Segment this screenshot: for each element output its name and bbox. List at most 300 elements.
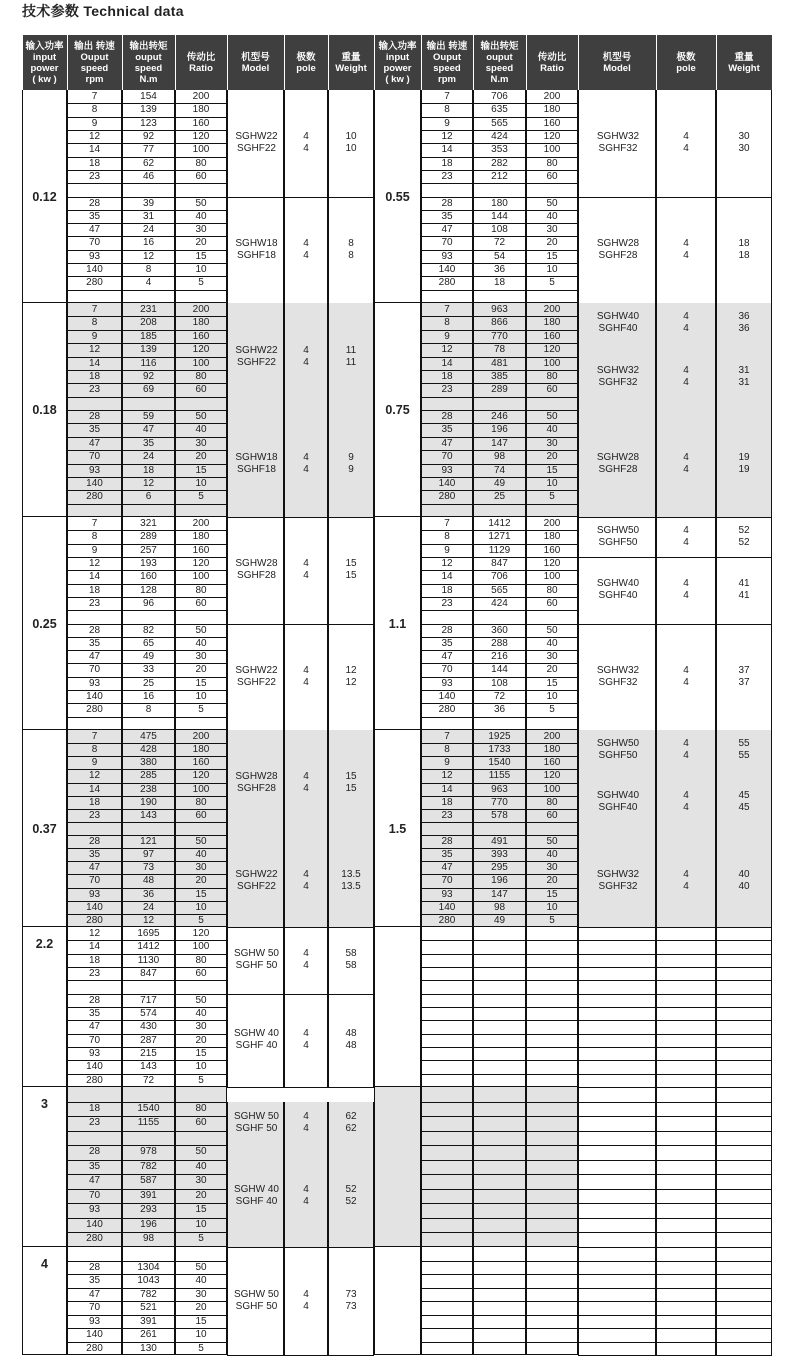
torque-value: 261 (140, 1329, 157, 1340)
ratio-value: 40 (546, 210, 558, 222)
column-header-weight (329, 35, 374, 90)
speed-value: 140 (438, 691, 456, 703)
input-power-value: 2.2 (35, 937, 54, 951)
ratio-value: 180 (543, 744, 561, 756)
ratio-value: 30 (546, 651, 558, 663)
speed-value: 93 (88, 1048, 101, 1059)
model-name: SGHW32 SGHF32 (596, 131, 640, 155)
ratio-value: 100 (192, 783, 210, 795)
ratio-value: 120 (192, 770, 210, 782)
model-name: SGHW18 SGHF18 (235, 451, 278, 475)
model-name: SGHW 40 SGHF 40 (233, 1184, 279, 1208)
model-name: SGHW40 SGHF40 (596, 790, 640, 814)
torque-value: 123 (140, 117, 157, 129)
column-header-power (23, 35, 67, 90)
torque-value: 285 (140, 770, 157, 782)
header-cn-label: 输出 转速 (74, 40, 115, 52)
row-divider (578, 1060, 772, 1061)
column-header-pole (285, 35, 328, 90)
ratio-value: 20 (546, 451, 558, 463)
speed-value: 35 (88, 1008, 101, 1019)
row-divider (578, 1342, 772, 1343)
ratio-value: 60 (195, 1117, 207, 1129)
ratio-value: 10 (195, 901, 207, 913)
model-group-cell (578, 1087, 656, 1248)
speed-value: 14 (88, 144, 101, 156)
ratio-value: 160 (192, 757, 210, 769)
ratio-value: 100 (192, 941, 210, 953)
power-cell (374, 1247, 421, 1355)
header-en-label: ouput (486, 51, 513, 63)
torque-value: 521 (140, 1302, 157, 1313)
ratio-value: 40 (195, 424, 207, 436)
torque-value: 54 (493, 250, 506, 262)
weight-value: 12 12 (345, 664, 357, 688)
speed-value: 140 (86, 1329, 103, 1340)
speed-value: 140 (86, 901, 103, 913)
speed-value: 23 (88, 968, 101, 979)
row-divider (578, 1020, 772, 1021)
column-header-speed (68, 35, 122, 90)
ratio-value: 50 (195, 411, 207, 422)
speed-value: 9 (444, 117, 450, 129)
weight-value: 58 58 (345, 948, 357, 972)
row-divider (67, 397, 227, 398)
row-divider (421, 1102, 578, 1103)
model-name: SGHW22 SGHF22 (235, 664, 278, 688)
speed-value: 93 (88, 1204, 101, 1216)
speed-value: 93 (441, 677, 453, 689)
ratio-value: 10 (546, 901, 558, 913)
torque-value: 208 (140, 317, 157, 329)
torque-value: 1129 (488, 544, 511, 556)
ratio-value: 10 (195, 1061, 207, 1073)
model-name: SGHW 50 SGHF 50 (233, 1111, 279, 1135)
ratio-value: 120 (192, 344, 210, 356)
weight-value: 15 15 (345, 770, 357, 794)
pole-count: 4 4 (303, 664, 309, 688)
row-divider (421, 1116, 578, 1117)
speed-value: 93 (441, 250, 453, 262)
row-divider (421, 1145, 578, 1146)
speed-value: 9 (444, 757, 450, 769)
torque-value: 97 (142, 849, 155, 861)
torque-value: 4 (145, 277, 152, 289)
header-en-label: pole (296, 62, 316, 74)
torque-value: 8 (145, 264, 152, 276)
ratio-value: 100 (192, 357, 210, 369)
weight-value: 55 55 (738, 737, 750, 761)
ratio-value: 80 (195, 796, 207, 808)
torque-value: 1043 (137, 1275, 160, 1286)
row-divider (421, 1232, 578, 1233)
ratio-value: 80 (195, 954, 207, 966)
ratio-value: 5 (198, 1074, 204, 1086)
power-cell (22, 1087, 67, 1247)
row-divider (578, 1116, 772, 1117)
torque-value: 143 (140, 809, 157, 821)
torque-value: 147 (491, 437, 508, 449)
torque-value: 717 (140, 994, 157, 1006)
ratio-value: 10 (546, 264, 558, 276)
ratio-value: 5 (198, 1233, 204, 1245)
speed-value: 9 (444, 544, 450, 556)
torque-value: 424 (491, 597, 508, 609)
torque-value: 35 (142, 437, 155, 449)
row-divider (421, 1218, 578, 1219)
row-divider (67, 980, 227, 981)
ratio-value: 30 (195, 437, 207, 449)
ratio-value: 120 (543, 770, 561, 782)
speed-value: 280 (86, 277, 103, 289)
speed-value: 47 (441, 651, 453, 663)
model-name: SGHW18 SGHF18 (235, 237, 278, 261)
header-en-label: N.m (139, 73, 158, 85)
ratio-value: 60 (546, 809, 558, 821)
ratio-value: 80 (195, 157, 207, 169)
ratio-value: 100 (543, 357, 561, 369)
ratio-value: 120 (192, 130, 210, 142)
ratio-value: 10 (546, 477, 558, 489)
ratio-value: 15 (195, 888, 207, 900)
speed-value: 140 (86, 1218, 103, 1230)
torque-value: 96 (142, 597, 155, 609)
header-en-label: speed (80, 62, 109, 74)
model-name: SGHW28 SGHF28 (235, 770, 278, 794)
speed-value: 35 (88, 1275, 101, 1286)
row-divider (578, 1034, 772, 1035)
ratio-value: 40 (195, 1160, 207, 1172)
row-divider (578, 1218, 772, 1219)
ratio-value: 20 (195, 875, 207, 887)
weight-value: 31 31 (738, 364, 750, 388)
ratio-value: 30 (195, 1021, 207, 1033)
row-divider (421, 1203, 578, 1204)
torque-value: 121 (140, 836, 157, 848)
speed-value: 23 (441, 809, 453, 821)
header-en-label: speed (134, 62, 163, 74)
ratio-value: 10 (195, 264, 207, 276)
speed-value: 14 (441, 783, 453, 795)
header-en-label: N.m (490, 73, 509, 85)
ratio-value: 10 (195, 477, 207, 489)
pole-count: 4 4 (683, 664, 689, 688)
ratio-value: 15 (546, 464, 558, 476)
speed-value: 47 (88, 1021, 101, 1033)
torque-value: 98 (493, 451, 506, 463)
speed-value: 8 (444, 317, 450, 329)
column-header-speed (422, 35, 473, 90)
ratio-value: 40 (195, 1275, 207, 1286)
torque-value: 39 (142, 197, 155, 209)
torque-value: 24 (142, 224, 155, 236)
ratio-value: 60 (195, 170, 207, 182)
header-en-label: ( kw ) (32, 73, 57, 85)
speed-value: 18 (88, 954, 101, 966)
model-name: SGHW28 SGHF28 (596, 237, 640, 261)
torque-value: 46 (142, 170, 155, 182)
row-divider (421, 1328, 578, 1329)
row-divider (578, 1203, 772, 1204)
torque-value: 128 (140, 584, 157, 596)
model-name: SGHW32 SGHF32 (596, 869, 640, 893)
input-power-value: 4 (41, 1257, 48, 1271)
ratio-value: 180 (543, 317, 561, 329)
model-name: SGHW40 SGHF40 (596, 311, 640, 335)
ratio-value: 120 (192, 557, 210, 569)
header-cn-label: 传动比 (186, 51, 216, 63)
ratio-value: 10 (195, 1329, 207, 1340)
speed-value: 35 (88, 210, 101, 222)
torque-value: 72 (493, 237, 506, 249)
torque-value: 31 (142, 210, 155, 222)
torque-value: 47 (142, 424, 155, 436)
torque-value: 491 (491, 836, 508, 848)
ratio-value: 5 (549, 491, 555, 503)
torque-value: 282 (491, 157, 508, 169)
torque-value: 116 (140, 357, 157, 369)
row-divider (421, 1074, 578, 1075)
speed-value: 70 (88, 451, 101, 463)
ratio-value: 20 (546, 875, 558, 887)
row-divider (421, 1020, 578, 1021)
torque-value: 770 (491, 330, 508, 342)
row-divider (578, 994, 772, 995)
speed-value: 35 (88, 1160, 101, 1172)
torque-value: 65 (142, 637, 155, 649)
speed-value: 28 (441, 624, 453, 636)
speed-value: 14 (88, 571, 101, 583)
ratio-value: 200 (543, 91, 561, 102)
ratio-value: 200 (192, 731, 210, 742)
torque-value: 185 (140, 330, 157, 342)
ratio-value: 100 (192, 144, 210, 156)
torque-value: 12 (142, 477, 155, 489)
speed-value: 23 (88, 809, 101, 821)
speed-value: 14 (441, 571, 453, 583)
row-divider (578, 1145, 772, 1146)
ratio-value: 50 (195, 994, 207, 1006)
speed-value: 35 (441, 424, 453, 436)
torque-value: 18 (493, 277, 506, 289)
ratio-value: 200 (543, 731, 561, 742)
model-name: SGHW32 SGHF32 (596, 364, 640, 388)
torque-value: 143 (140, 1061, 157, 1073)
torque-value: 78 (493, 344, 506, 356)
row-divider (67, 610, 227, 611)
ratio-value: 80 (195, 370, 207, 382)
header-cn-label: 输入功率 (25, 40, 64, 52)
input-power-value: 0.12 (32, 189, 57, 204)
column-header-ratio (527, 35, 578, 90)
input-power-value: 1.5 (388, 821, 407, 836)
ratio-value: 5 (198, 491, 204, 503)
ratio-value: 120 (543, 130, 561, 142)
weight-value: 45 45 (738, 790, 750, 814)
ratio-value: 40 (546, 424, 558, 436)
torque-value: 231 (140, 304, 157, 315)
torque-value: 353 (491, 144, 508, 156)
ratio-value: 20 (195, 451, 207, 463)
header-cn-label: 输出转矩 (480, 40, 519, 52)
weight-value: 19 19 (738, 451, 750, 475)
pole-count: 4 4 (683, 790, 689, 814)
ratio-value: 60 (546, 597, 558, 609)
speed-value: 47 (88, 1175, 101, 1187)
speed-value: 12 (441, 557, 453, 569)
model-name: SGHW50 SGHF50 (596, 524, 640, 548)
row-divider (67, 504, 227, 505)
row-divider (421, 940, 578, 941)
torque-value: 847 (491, 557, 508, 569)
torque-value: 978 (140, 1146, 157, 1158)
torque-value: 139 (140, 344, 157, 356)
header-cn-label: 极数 (676, 51, 696, 63)
row-divider (421, 1288, 578, 1289)
speed-value: 7 (91, 91, 98, 102)
torque-value: 706 (491, 571, 508, 583)
torque-value: 69 (142, 384, 155, 396)
torque-value: 289 (140, 531, 157, 543)
row-divider (578, 1102, 772, 1103)
speed-value: 9 (91, 544, 98, 556)
pole-count: 4 4 (683, 524, 689, 548)
speed-value: 28 (441, 836, 453, 848)
model-name: SGHW40 SGHF40 (596, 578, 640, 602)
ratio-value: 5 (549, 277, 555, 289)
ratio-value: 160 (543, 544, 561, 556)
torque-value: 1540 (488, 757, 511, 769)
pole-count: 4 4 (303, 558, 309, 582)
header-en-label: input (32, 51, 57, 63)
row-divider (578, 1160, 772, 1161)
input-power-value: 0.18 (32, 403, 57, 417)
ratio-value: 200 (192, 91, 210, 102)
ratio-value: 200 (192, 518, 210, 529)
speed-value: 35 (88, 849, 101, 861)
ratio-value: 60 (195, 968, 207, 979)
row-divider (421, 1174, 578, 1175)
weight-value: 18 18 (738, 237, 750, 261)
column-header-model (579, 35, 656, 90)
header-en-label: rpm (85, 73, 104, 85)
weight-value: 36 36 (738, 311, 750, 335)
speed-value: 23 (441, 597, 453, 609)
weight-value: 8 8 (348, 237, 354, 261)
row-divider (578, 1047, 772, 1048)
row-divider (421, 994, 578, 995)
torque-value: 393 (491, 849, 508, 861)
ratio-value: 30 (195, 862, 207, 874)
row-divider (421, 1007, 578, 1008)
torque-value: 391 (140, 1189, 157, 1201)
ratio-value: 15 (546, 888, 558, 900)
row-divider (578, 1315, 772, 1316)
speed-value: 7 (444, 518, 450, 529)
torque-value: 25 (142, 677, 155, 689)
model-name: SGHW 50 SGHF 50 (233, 1289, 279, 1312)
speed-value: 18 (88, 796, 101, 808)
ratio-value: 10 (195, 691, 207, 703)
speed-value: 28 (88, 624, 101, 636)
model-name: SGHW 40 SGHF 40 (233, 1028, 279, 1052)
torque-value: 196 (491, 424, 508, 436)
ratio-value: 60 (195, 597, 207, 609)
torque-value: 574 (140, 1008, 157, 1019)
pole-count: 4 4 (303, 948, 309, 972)
ratio-value: 160 (543, 757, 561, 769)
speed-value: 7 (91, 304, 98, 315)
weight-value: 52 52 (738, 524, 750, 548)
header-en-label: speed (485, 62, 514, 74)
speed-value: 47 (88, 224, 101, 236)
torque-value: 72 (493, 691, 506, 703)
torque-value: 475 (140, 731, 157, 742)
torque-value: 578 (491, 809, 508, 821)
speed-value: 28 (88, 1146, 101, 1158)
torque-value: 1130 (137, 954, 160, 966)
header-cn-label: 机型号 (602, 51, 632, 63)
speed-value: 14 (88, 357, 101, 369)
torque-value: 18 (142, 464, 155, 476)
ratio-value: 160 (192, 544, 210, 556)
column-header-power (375, 35, 421, 90)
row-divider (421, 954, 578, 955)
torque-value: 98 (142, 1233, 155, 1245)
ratio-value: 20 (195, 1189, 207, 1201)
input-power-value: 0.55 (385, 189, 410, 204)
ratio-value: 30 (546, 862, 558, 874)
torque-value: 385 (491, 370, 508, 382)
torque-value: 321 (140, 518, 157, 529)
ratio-value: 50 (195, 624, 207, 636)
ratio-value: 200 (543, 518, 561, 529)
speed-value: 14 (441, 357, 453, 369)
torque-value: 154 (140, 91, 157, 102)
torque-value: 246 (491, 411, 508, 422)
speed-value: 12 (88, 928, 101, 939)
ratio-value: 5 (198, 914, 204, 926)
torque-value: 36 (142, 888, 155, 900)
speed-value: 23 (441, 384, 453, 396)
row-divider (578, 1007, 772, 1008)
torque-value: 481 (491, 357, 508, 369)
torque-value: 1271 (488, 531, 511, 543)
ratio-value: 50 (546, 197, 558, 209)
torque-value: 16 (142, 691, 155, 703)
row-divider (421, 717, 578, 718)
header-en-label: Ratio (540, 62, 564, 74)
header-cn-label: 极数 (296, 51, 316, 63)
speed-value: 8 (444, 104, 450, 116)
row-divider (421, 1189, 578, 1190)
ratio-value: 160 (543, 117, 561, 129)
ratio-value: 30 (546, 437, 558, 449)
weight-value: 52 52 (345, 1184, 357, 1208)
ratio-value: 50 (546, 411, 558, 422)
torque-value: 866 (491, 317, 508, 329)
row-divider (421, 1047, 578, 1048)
speed-value: 12 (88, 557, 101, 569)
weight-value: 30 30 (738, 131, 750, 155)
ratio-value: 15 (195, 677, 207, 689)
speed-value: 8 (444, 531, 450, 543)
ratio-value: 80 (546, 157, 558, 169)
torque-value: 212 (491, 170, 508, 182)
model-name: SGHW28 SGHF28 (596, 451, 640, 475)
torque-value: 238 (140, 783, 157, 795)
pole-count: 4 4 (303, 1111, 309, 1135)
